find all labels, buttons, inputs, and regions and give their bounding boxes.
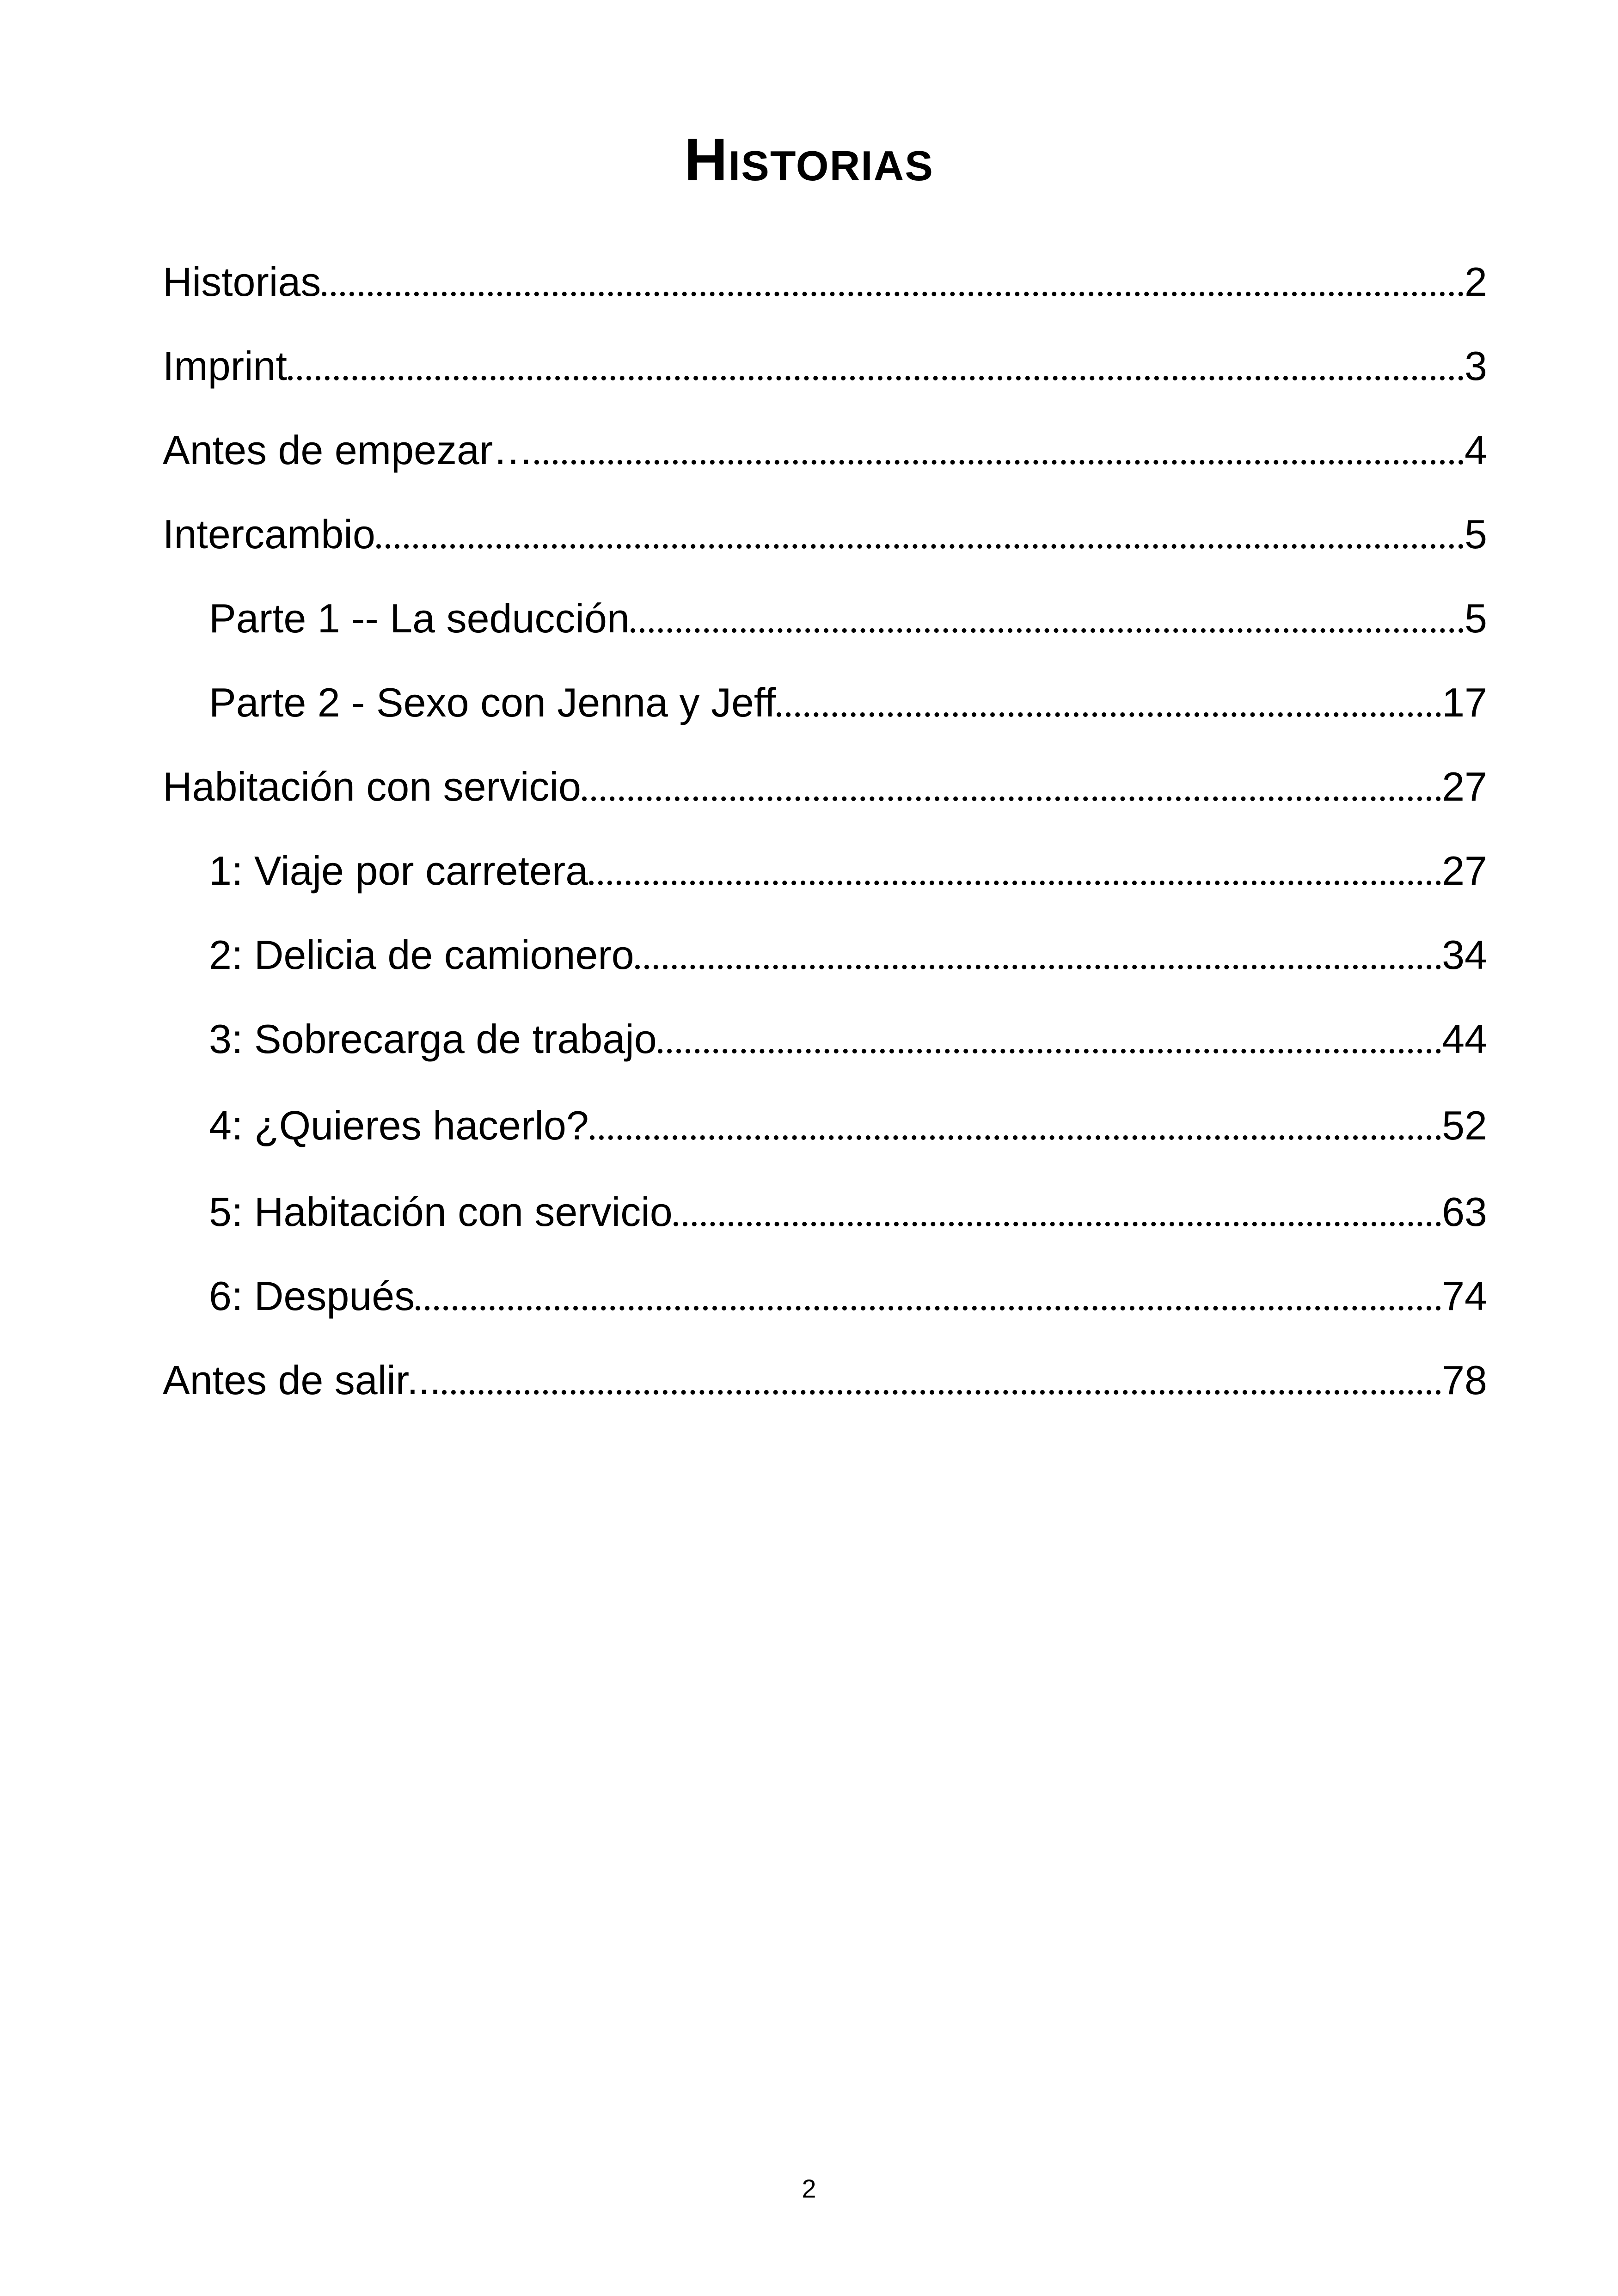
toc-dot-leader [322,257,1464,307]
toc-entry-label: Intercambio [163,511,375,557]
toc-entry-imprint[interactable] [163,336,1487,392]
toc-entry-page: 5 [1465,511,1487,557]
toc-entry-page: 63 [1442,1189,1487,1235]
toc-dot-leader [582,761,1441,812]
toc-dot-leader [442,1355,1441,1406]
toc-dot-leader [658,1014,1441,1065]
toc-dot-leader [589,845,1441,896]
toc-entry-label: Parte 1 -- La seducción [209,595,630,641]
toc-dot-leader [674,1187,1441,1237]
toc-entry-label: 6: Después [209,1273,415,1319]
toc-entry-label: Habitación con servicio [163,764,581,809]
toc-entry-page: 17 [1442,680,1487,725]
toc-entry-parte-1[interactable] [209,588,1487,644]
toc-entry-quieres-hacerlo[interactable] [209,1096,1487,1151]
toc-entry-page: 78 [1442,1357,1487,1403]
toc-entry-page: 4 [1465,427,1487,473]
toc-dot-leader [416,1271,1441,1322]
toc-entry-label: 5: Habitación con servicio [209,1189,673,1235]
toc-dot-leader [288,341,1464,392]
toc-entry-antes-de-empezar[interactable] [163,420,1487,476]
toc-entry-antes-de-salir[interactable] [163,1350,1487,1406]
toc-entry-despues[interactable] [209,1266,1487,1322]
toc-dot-leader [534,425,1464,476]
toc-entry-page: 27 [1442,764,1487,809]
toc-entry-page: 44 [1442,1016,1487,1062]
toc-dot-leader [590,1100,1441,1151]
toc-entry-page: 52 [1442,1102,1487,1148]
page-title: Historias [684,126,934,193]
toc-entry-habitacion-con-servicio[interactable] [163,757,1487,812]
toc-entry-page: 3 [1465,343,1487,389]
toc-entry-page: 27 [1442,848,1487,894]
toc-entry-label: Antes de salir... [163,1357,441,1403]
page-number: 2 [802,2174,816,2203]
toc-entry-label: 1: Viaje por carretera [209,848,588,894]
toc-entry-label: 2: Delicia de camionero [209,932,634,978]
toc-entry-label: Historias [163,259,321,305]
toc-entry-label: Parte 2 - Sexo con Jenna y Jeff [209,680,776,725]
toc-entry-label: Antes de empezar… [163,427,534,473]
toc-entry-label: 3: Sobrecarga de trabajo [209,1016,657,1062]
toc-entry-parte-2[interactable] [209,673,1487,728]
toc-entry-intercambio[interactable] [163,504,1487,560]
toc-entry-habitacion-con-servicio-5[interactable] [209,1182,1487,1237]
toc-entry-page: 34 [1442,932,1487,978]
toc-dot-leader [631,593,1464,644]
toc-entry-historias[interactable] [163,252,1487,307]
toc-dot-leader [635,930,1441,980]
toc-entry-page: 2 [1465,259,1487,305]
toc-entry-sobrecarga-de-trabajo[interactable] [209,1009,1487,1065]
toc-entry-delicia-de-camionero[interactable] [209,925,1487,980]
toc-dot-leader [777,677,1441,728]
toc-entry-label: Imprint [163,343,287,389]
toc-entry-page: 74 [1442,1273,1487,1319]
toc-entry-page: 5 [1465,595,1487,641]
toc-entry-label: 4: ¿Quieres hacerlo? [209,1102,589,1148]
toc-dot-leader [376,509,1464,560]
toc-entry-viaje-por-carretera[interactable] [209,841,1487,896]
